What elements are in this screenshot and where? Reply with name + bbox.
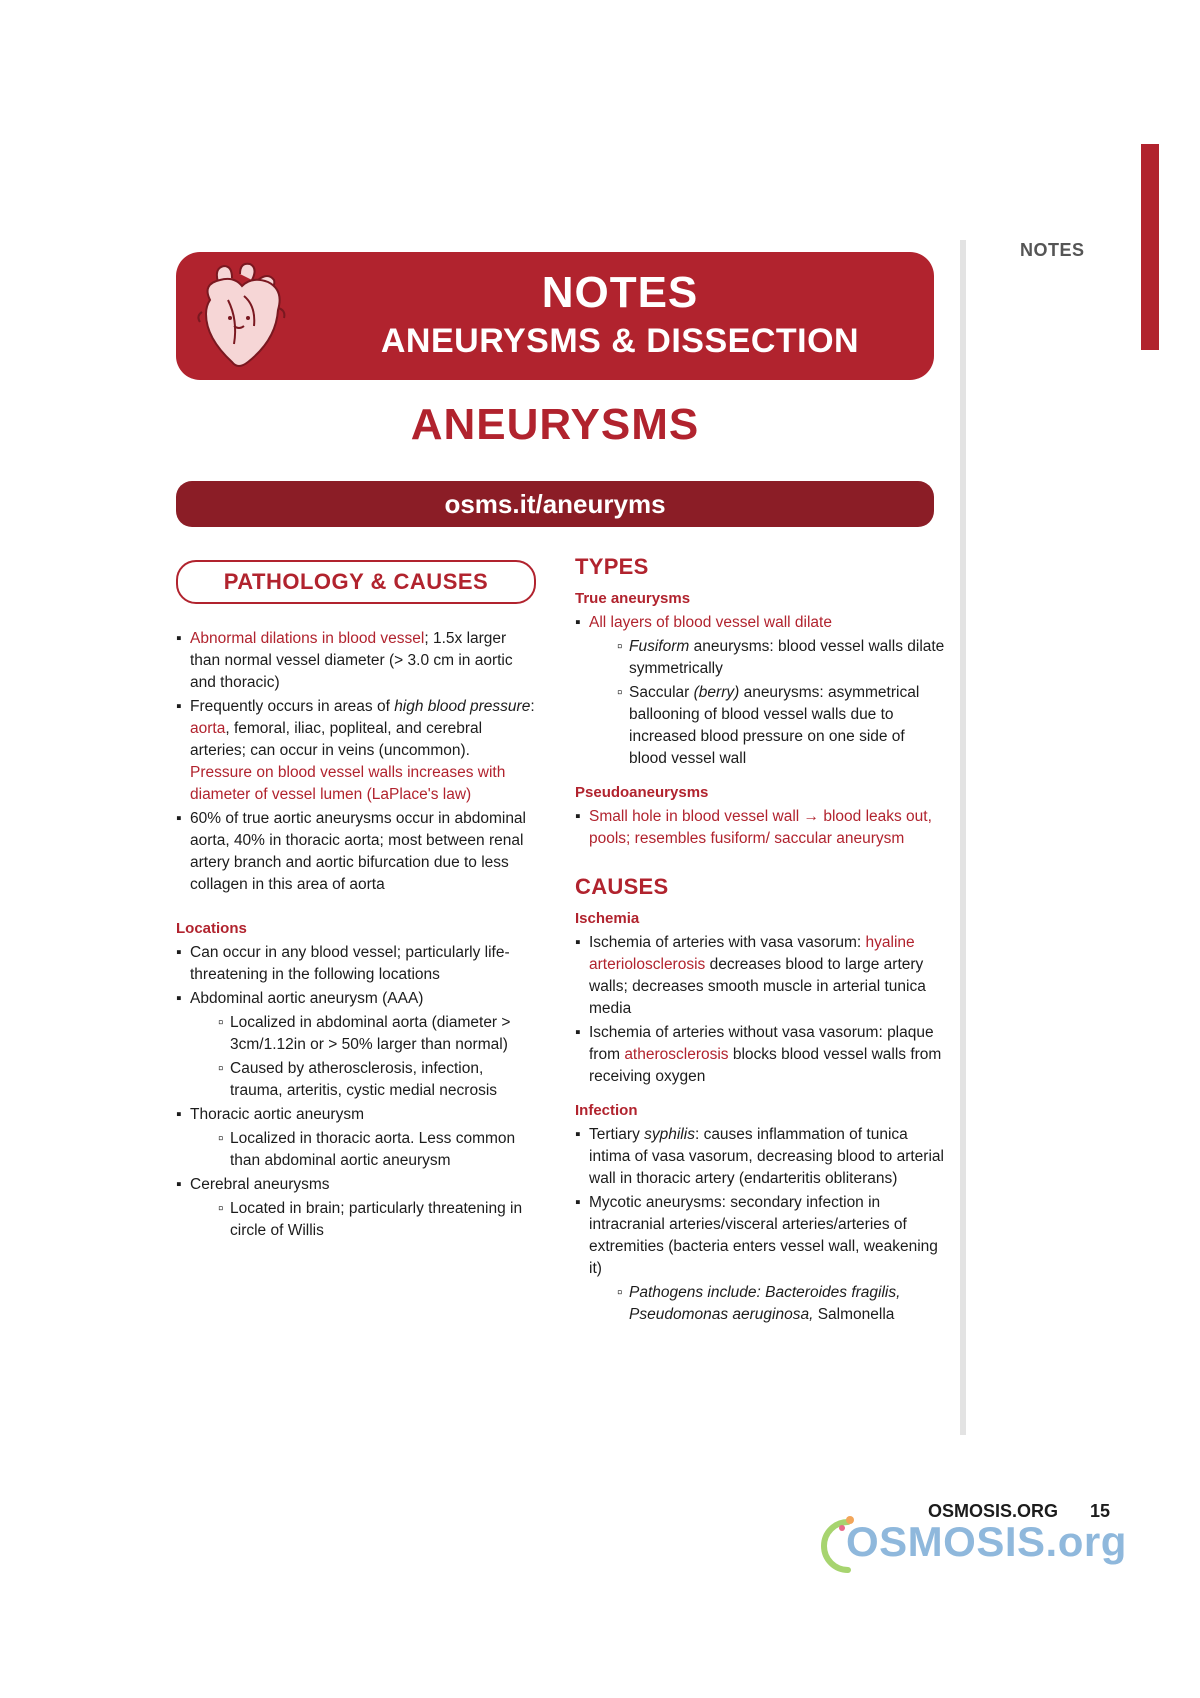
list-item: ▪ Abnormal dilations in blood vessel; 1.5x larger than normal vessel diameter (> 3.0 cm in aortic and thoracic) <box>176 628 536 694</box>
list-item: ▪ Mycotic aneurysms: secondary infection in intracranial arteries/visceral arteries/arteries of extremities (bacteria enters vessel wall, weakening it) ▫ Pathogens include: Bacteroides fragilis, Pseudomonas aeruginosa, Salmonella <box>575 1192 945 1326</box>
list-item: ▪ Small hole in blood vessel wall → blood leaks out, pools; resembles fusiform/ saccular aneurysm <box>575 806 945 850</box>
header-banner <box>176 252 934 380</box>
true-aneurysms-heading: True aneurysms <box>575 590 691 607</box>
logo-text: OSMOSIS.org <box>846 1518 1127 1565</box>
sub-list-item: ▫ Located in brain; particularly threatening in circle of Willis <box>218 1198 536 1242</box>
list-item: ▪ Thoracic aortic aneurysm ▫ Localized in thoracic aorta. Less common than abdominal aortic aneurysm <box>176 1104 536 1172</box>
infection-heading: Infection <box>575 1102 638 1119</box>
infection-list <box>575 1124 945 1326</box>
ischemia-list <box>575 932 945 1088</box>
header-subtitle: ANEURYSMS & DISSECTION <box>380 322 860 360</box>
pathology-causes-heading: PATHOLOGY & CAUSES <box>176 560 536 604</box>
osmosis-logo <box>820 1512 1127 1576</box>
list-item: ▪ Abdominal aortic aneurysm (AAA) ▫ Localized in abdominal aorta (diameter > 3cm/1.12in or > 50% larger than normal) ▫ Caused by atherosclerosis, infection, trauma, arteritis, cystic medial necrosis <box>176 988 536 1102</box>
section-title: ANEURYSMS <box>410 400 700 449</box>
list-item: ▪ Tertiary syphilis: causes inflammation of tunica intima of vasa vasorum, decreasing blood to arterial wall in thoracic artery (endarteritis obliterans) <box>575 1124 945 1190</box>
types-heading: TYPES <box>575 554 649 579</box>
locations-list <box>176 942 536 1242</box>
pseudoaneurysms-heading: Pseudoaneurysms <box>575 784 709 801</box>
pseudoaneurysms-list <box>575 806 945 850</box>
list-item: ▪ Ischemia of arteries without vasa vasorum: plaque from atherosclerosis blocks blood vessel walls from receiving oxygen <box>575 1022 945 1088</box>
right-column <box>575 556 945 1328</box>
page-number: 15 <box>1090 1501 1111 1521</box>
true-aneurysms-list <box>575 612 945 770</box>
pathology-list <box>176 628 536 896</box>
sub-list-item: ▫ Fusiform aneurysms: blood vessel walls dilate symmetrically <box>617 636 945 680</box>
sub-list-item: ▫ Pathogens include: Bacteroides fragilis, Pseudomonas aeruginosa, Salmonella <box>617 1282 945 1326</box>
list-item: ▪ All layers of blood vessel wall dilate ▫ Fusiform aneurysms: blood vessel walls dilate symmetrically ▫ Saccular (berry) aneurysms: asymmetrical ballooning of blood vessel walls due to increased blood pressure on one side of blood vessel wall <box>575 612 945 770</box>
sub-list-item: ▫ Localized in thoracic aorta. Less common than abdominal aortic aneurysm <box>218 1128 536 1172</box>
list-item: ▪ Ischemia of arteries with vasa vasorum: hyaline arteriolosclerosis decreases blood to large artery walls; decreases smooth muscle in arterial tunica media <box>575 932 945 1020</box>
sub-list-item: ▫ Caused by atherosclerosis, infection, trauma, arteritis, cystic medial necrosis <box>218 1058 536 1102</box>
footer-site: OSMOSIS.ORG <box>928 1501 1059 1521</box>
left-column <box>176 560 536 1244</box>
list-item: ▪ Cerebral aneurysms ▫ Located in brain; particularly threatening in circle of Willis <box>176 1174 536 1242</box>
causes-heading: CAUSES <box>575 874 669 899</box>
list-item: ▪ Can occur in any blood vessel; particularly life-threatening in the following locations <box>176 942 536 986</box>
header-title: NOTES <box>541 268 699 317</box>
osmosis-link[interactable]: osms.it/aneuryms <box>176 481 934 527</box>
heart-icon <box>188 260 292 372</box>
locations-heading: Locations <box>176 920 247 937</box>
list-item: ▪ 60% of true aortic aneurysms occur in abdominal aorta, 40% in thoracic aorta; most between renal artery branch and aortic bifurcation due to less collagen in this area of aorta <box>176 808 536 896</box>
ischemia-heading: Ischemia <box>575 910 640 927</box>
margin-divider <box>960 240 966 1435</box>
sub-list-item: ▫ Localized in abdominal aorta (diameter > 3cm/1.12in or > 50% larger than normal) <box>218 1012 536 1056</box>
side-tab-marker <box>1141 144 1159 350</box>
side-label: NOTES <box>1020 240 1085 260</box>
list-item: ▪ Frequently occurs in areas of high blood pressure: aorta, femoral, iliac, popliteal, and cerebral arteries; can occur in veins (uncommon). Pressure on blood vessel walls increases with diameter of vessel lumen (LaPlace's law) <box>176 696 536 806</box>
sub-list-item: ▫ Saccular (berry) aneurysms: asymmetrical ballooning of blood vessel walls due to increased blood pressure on one side of blood vessel wall <box>617 682 945 770</box>
